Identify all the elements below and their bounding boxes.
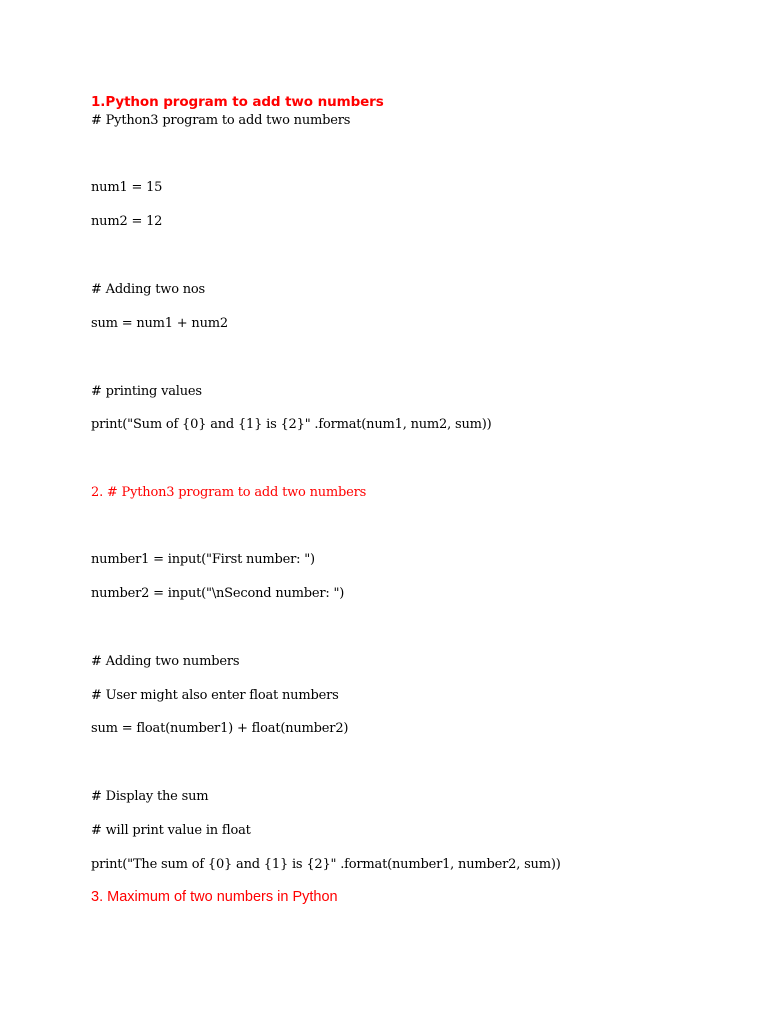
comment-print-float: # will print value in float bbox=[91, 823, 251, 838]
section-1-comment: # Python3 program to add two numbers bbox=[91, 113, 351, 128]
code-line-print-1: print("Sum of {0} and {1} is {2}" .format(num1, num2, sum)) bbox=[91, 417, 492, 432]
code-line-number1: number1 = input("First number: ") bbox=[91, 552, 315, 567]
section-3-heading: 3. Maximum of two numbers in Python bbox=[91, 889, 338, 905]
comment-printing-values: # printing values bbox=[91, 384, 202, 399]
section-2-heading: 2. # Python3 program to add two numbers bbox=[91, 485, 367, 500]
code-line-number2: number2 = input("\nSecond number: ") bbox=[91, 586, 345, 601]
comment-adding-two-nos: # Adding two nos bbox=[91, 282, 206, 297]
comment-display-sum: # Display the sum bbox=[91, 789, 209, 804]
code-line-sum: sum = num1 + num2 bbox=[91, 316, 228, 331]
code-line-sum-float: sum = float(number1) + float(number2) bbox=[91, 721, 349, 736]
code-line-num2: num2 = 12 bbox=[91, 214, 163, 229]
comment-user-float: # User might also enter float numbers bbox=[91, 688, 339, 703]
comment-adding-two-numbers: # Adding two numbers bbox=[91, 654, 240, 669]
section-1-heading: 1.Python program to add two numbers bbox=[91, 94, 384, 110]
code-line-num1: num1 = 15 bbox=[91, 180, 163, 195]
code-line-print-2: print("The sum of {0} and {1} is {2}" .format(number1, number2, sum)) bbox=[91, 857, 561, 872]
